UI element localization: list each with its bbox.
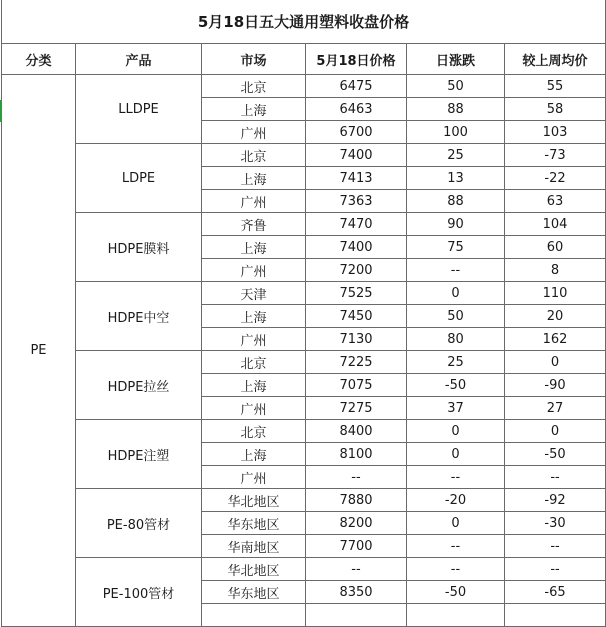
- product-cell: HDPE中空: [76, 282, 202, 351]
- daily-change-cell: 25: [407, 351, 505, 374]
- market-cell: 上海: [202, 236, 306, 259]
- daily-change-cell: 50: [407, 305, 505, 328]
- market-cell: 华北地区: [202, 558, 306, 581]
- category-cell: PE: [2, 75, 76, 627]
- market-cell: 广州: [202, 190, 306, 213]
- daily-change-cell: 0: [407, 420, 505, 443]
- product-cell: PE-100管材: [76, 558, 202, 627]
- table-row: [2, 282, 606, 305]
- daily-change-cell: 0: [407, 282, 505, 305]
- header-product: 产品: [76, 44, 202, 75]
- header-category: 分类: [2, 44, 76, 75]
- weekly-change-cell: 8: [505, 259, 606, 282]
- weekly-change-cell: 20: [505, 305, 606, 328]
- daily-change-cell: -50: [407, 581, 505, 604]
- table-row: [2, 213, 606, 236]
- daily-change-cell: --: [407, 535, 505, 558]
- market-cell: 天津: [202, 282, 306, 305]
- daily-change-cell: 75: [407, 236, 505, 259]
- market-cell: 上海: [202, 167, 306, 190]
- table-row: [2, 489, 606, 512]
- price-table: [1, 0, 606, 627]
- weekly-change-cell: 55: [505, 75, 606, 98]
- daily-change-cell: 37: [407, 397, 505, 420]
- daily-change-cell: -20: [407, 489, 505, 512]
- market-cell: 广州: [202, 259, 306, 282]
- market-cell: 北京: [202, 420, 306, 443]
- weekly-change-cell: -22: [505, 167, 606, 190]
- price-cell: 7075: [306, 374, 407, 397]
- market-cell: 北京: [202, 144, 306, 167]
- product-cell: HDPE拉丝: [76, 351, 202, 420]
- daily-change-cell: 90: [407, 213, 505, 236]
- weekly-change-cell: 27: [505, 397, 606, 420]
- weekly-change-cell: -73: [505, 144, 606, 167]
- price-cell: 8350: [306, 581, 407, 604]
- price-cell: 6700: [306, 121, 407, 144]
- market-cell: 华北地区: [202, 489, 306, 512]
- weekly-change-cell: 58: [505, 98, 606, 121]
- daily-change-cell: --: [407, 558, 505, 581]
- weekly-change-cell: --: [505, 466, 606, 489]
- row-selection-marker: [0, 100, 2, 122]
- market-cell: [202, 604, 306, 627]
- price-cell: 7525: [306, 282, 407, 305]
- product-cell: HDPE注塑: [76, 420, 202, 489]
- table-title: 5月18日五大通用塑料收盘价格: [2, 0, 606, 44]
- weekly-change-cell: 0: [505, 420, 606, 443]
- market-cell: 华东地区: [202, 581, 306, 604]
- daily-change-cell: 88: [407, 190, 505, 213]
- price-cell: 7413: [306, 167, 407, 190]
- price-cell: --: [306, 466, 407, 489]
- price-cell: [306, 604, 407, 627]
- market-cell: 齐鲁: [202, 213, 306, 236]
- table-row: [2, 351, 606, 374]
- product-cell: HDPE膜料: [76, 213, 202, 282]
- weekly-change-cell: -92: [505, 489, 606, 512]
- price-cell: 7200: [306, 259, 407, 282]
- header-price: 5月18日价格: [306, 44, 407, 75]
- market-cell: 上海: [202, 305, 306, 328]
- price-cell: 7275: [306, 397, 407, 420]
- daily-change-cell: -50: [407, 374, 505, 397]
- weekly-change-cell: -30: [505, 512, 606, 535]
- weekly-change-cell: 0: [505, 351, 606, 374]
- price-cell: 7400: [306, 144, 407, 167]
- header-daily-change: 日涨跌: [407, 44, 505, 75]
- table-row: [2, 558, 606, 581]
- price-cell: 7880: [306, 489, 407, 512]
- product-cell: PE-80管材: [76, 489, 202, 558]
- price-cell: --: [306, 558, 407, 581]
- weekly-change-cell: --: [505, 535, 606, 558]
- weekly-change-cell: 63: [505, 190, 606, 213]
- daily-change-cell: 0: [407, 512, 505, 535]
- weekly-change-cell: 60: [505, 236, 606, 259]
- table-row: [2, 75, 606, 98]
- daily-change-cell: --: [407, 466, 505, 489]
- price-cell: 8200: [306, 512, 407, 535]
- price-cell: 8400: [306, 420, 407, 443]
- price-cell: 6475: [306, 75, 407, 98]
- weekly-change-cell: --: [505, 558, 606, 581]
- header-market: 市场: [202, 44, 306, 75]
- price-cell: 7470: [306, 213, 407, 236]
- daily-change-cell: 25: [407, 144, 505, 167]
- market-cell: 上海: [202, 98, 306, 121]
- price-cell: 6463: [306, 98, 407, 121]
- weekly-change-cell: -65: [505, 581, 606, 604]
- market-cell: 广州: [202, 328, 306, 351]
- market-cell: 北京: [202, 75, 306, 98]
- weekly-change-cell: 103: [505, 121, 606, 144]
- header-weekly-change: 较上周均价: [505, 44, 606, 75]
- price-cell: 7225: [306, 351, 407, 374]
- table-row: [2, 144, 606, 167]
- market-cell: 华南地区: [202, 535, 306, 558]
- market-cell: 华东地区: [202, 512, 306, 535]
- market-cell: 广州: [202, 121, 306, 144]
- price-cell: 8100: [306, 443, 407, 466]
- daily-change-cell: 13: [407, 167, 505, 190]
- market-cell: 广州: [202, 466, 306, 489]
- price-cell: 7450: [306, 305, 407, 328]
- weekly-change-cell: 104: [505, 213, 606, 236]
- daily-change-cell: 80: [407, 328, 505, 351]
- weekly-change-cell: 110: [505, 282, 606, 305]
- market-cell: 广州: [202, 397, 306, 420]
- price-cell: 7700: [306, 535, 407, 558]
- price-cell: 7130: [306, 328, 407, 351]
- daily-change-cell: 0: [407, 443, 505, 466]
- weekly-change-cell: -90: [505, 374, 606, 397]
- product-cell: LLDPE: [76, 75, 202, 144]
- weekly-change-cell: -50: [505, 443, 606, 466]
- daily-change-cell: 50: [407, 75, 505, 98]
- product-cell: LDPE: [76, 144, 202, 213]
- market-cell: 上海: [202, 374, 306, 397]
- daily-change-cell: 100: [407, 121, 505, 144]
- weekly-change-cell: [505, 604, 606, 627]
- table-row: [2, 420, 606, 443]
- market-cell: 上海: [202, 443, 306, 466]
- daily-change-cell: 88: [407, 98, 505, 121]
- weekly-change-cell: 162: [505, 328, 606, 351]
- price-cell: 7400: [306, 236, 407, 259]
- price-cell: 7363: [306, 190, 407, 213]
- daily-change-cell: --: [407, 259, 505, 282]
- daily-change-cell: [407, 604, 505, 627]
- market-cell: 北京: [202, 351, 306, 374]
